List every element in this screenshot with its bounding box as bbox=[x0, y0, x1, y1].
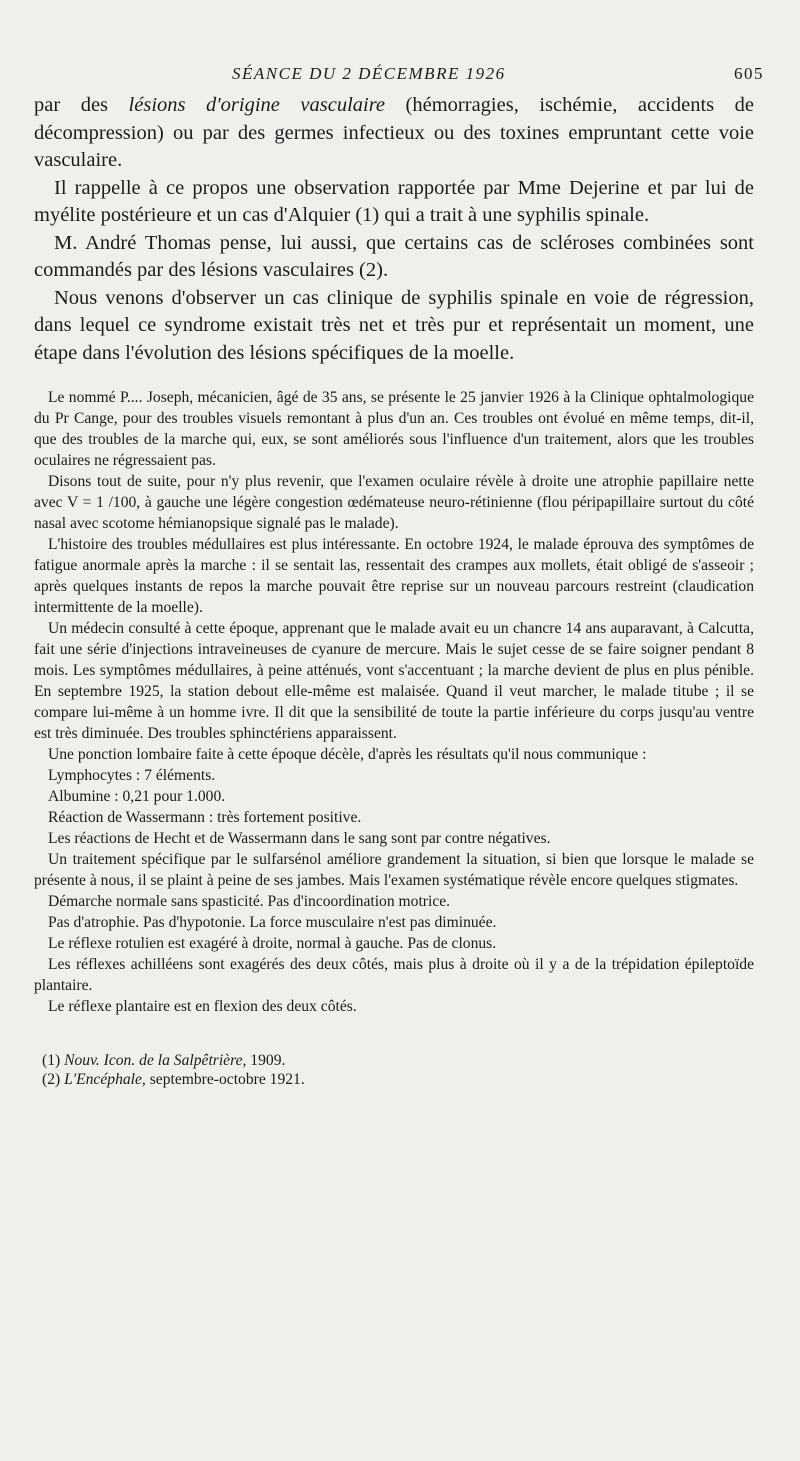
exam-finding: Pas d'atrophie. Pas d'hypotonie. La force musculaire n'est pas diminuée. bbox=[48, 914, 497, 931]
footnote-1 bbox=[34, 1051, 754, 1070]
running-header bbox=[34, 56, 764, 92]
p1-start: par des bbox=[34, 94, 129, 116]
case-paragraph: Le nommé P.... Joseph, mécanicien, âgé de 35 ans, se présente le 25 janvier 1926 à la Clinique ophtalmologique du Pr Cange, pour des troubles visuels remontant à plus d'un an. Ces troubles ont évolué en même temps, dit-il, que des troubles de la marche qui, eux, se sont améliorés sous l'influence d'un traitement, alors que les troubles oculaires ne régressaient pas. bbox=[34, 389, 754, 469]
paragraph-2: Il rappelle à ce propos une observation rapportée par Mme Dejerine et par lui de myélite postérieure et un cas d'Alquier (1) qui a trait à une syphilis spinale. bbox=[34, 176, 754, 226]
lab-result: Réaction de Wassermann : très fortement positive. bbox=[48, 809, 362, 826]
case-paragraph: Une ponction lombaire faite à cette époque décèle, d'après les résultats qu'il nous communique : bbox=[48, 746, 647, 763]
paragraph-1 bbox=[34, 92, 754, 175]
lab-result: Lymphocytes : 7 éléments. bbox=[48, 767, 216, 784]
paragraph-3: M. André Thomas pense, lui aussi, que certains cas de scléroses combinées sont commandés par des lésions vasculaires (2). bbox=[34, 231, 754, 281]
p1-rest: (hémorragies, ischémie, accidents de décompression) ou par des germes infectieux ou des toxines empruntant cette voie vasculaire. bbox=[34, 94, 754, 171]
footnote-2 bbox=[34, 1070, 754, 1089]
main-text bbox=[34, 92, 754, 367]
footnote-2-mark: (2) bbox=[42, 1071, 61, 1088]
footnote-1-year: 1909. bbox=[246, 1052, 286, 1069]
lab-result: Albumine : 0,21 pour 1.000. bbox=[48, 788, 226, 805]
case-paragraph: Disons tout de suite, pour n'y plus revenir, que l'examen oculaire révèle à droite une atrophie papillaire nette avec V = 1 /100, à gauche une légère congestion œdémateuse neuro-rétinienne (flou péripapillaire surtout du côté nasal avec scotome hémianopsique signalé pas le malade). bbox=[34, 473, 754, 532]
exam-finding: Le réflexe rotulien est exagéré à droite, normal à gauche. Pas de clonus. bbox=[48, 935, 497, 952]
paragraph-4: Nous venons d'observer un cas clinique de syphilis spinale en voie de régression, dans lequel ce syndrome existait très net et très pur et représentait un moment, une étape dans l'évolution des lésions spécifiques de la moelle. bbox=[34, 286, 754, 364]
case-paragraph: Les réactions de Hecht et de Wassermann dans le sang sont par contre négatives. bbox=[48, 830, 551, 847]
page-number: 605 bbox=[734, 64, 764, 83]
footnotes bbox=[34, 1051, 754, 1089]
exam-finding: Le réflexe plantaire est en flexion des deux côtés. bbox=[48, 998, 357, 1015]
case-paragraph: Un médecin consulté à cette époque, apprenant que le malade avait eu un chancre 14 ans auparavant, à Calcutta, fait une série d'injections intraveineuses de cyanure de mercure. Mais le sujet cesse de se faire soigner pendant 8 mois. Les symptômes médullaires, à peine atténués, vont s'accentuant ; la marche devient de plus en plus pénible. En septembre 1925, la station debout elle-même est malaisée. Quand il veut marcher, le malade titube ; il se compare lui-même à un homme ivre. Il dit que la sensibilité de toute la partie inférieure du corps jusqu'au ventre est très diminuée. Des troubles sphinctériens apparaissent. bbox=[34, 620, 754, 742]
exam-finding: Démarche normale sans spasticité. Pas d'incoordination motrice. bbox=[48, 893, 451, 910]
footnote-1-mark: (1) bbox=[42, 1052, 61, 1069]
footnote-2-date: septembre-octobre 1921. bbox=[145, 1071, 305, 1088]
exam-finding: Les réflexes achilléens sont exagérés des deux côtés, mais plus à droite où il y a de la trépidation épileptoïde plantaire. bbox=[34, 956, 754, 994]
page bbox=[34, 56, 764, 1089]
case-paragraph: Un traitement spécifique par le sulfarsénol améliore grandement la situation, si bien que lorsque le malade se présente à nous, il se plaint à peine de ses jambes. Mais l'examen systématique révèle encore quelques stigmates. bbox=[34, 851, 754, 889]
p1-emphasis: lésions d'origine vasculaire bbox=[128, 94, 386, 116]
case-report bbox=[34, 387, 754, 1017]
footnote-2-source: L'Encéphale, bbox=[64, 1071, 146, 1088]
case-paragraph: L'histoire des troubles médullaires est plus intéressante. En octobre 1924, le malade éprouva des symptômes de fatigue anormale après la marche : il se sentait las, ressentait des crampes aux mollets, était obligé de s'asseoir ; après quelques instants de repos la marche pouvait être reprise sur un nouveau parcours restreint (claudication intermittente de la moelle). bbox=[34, 536, 754, 616]
running-title: SÉANCE DU 2 DÉCEMBRE 1926 bbox=[232, 64, 506, 83]
footnote-1-source: Nouv. Icon. de la Salpêtrière, bbox=[64, 1052, 247, 1069]
